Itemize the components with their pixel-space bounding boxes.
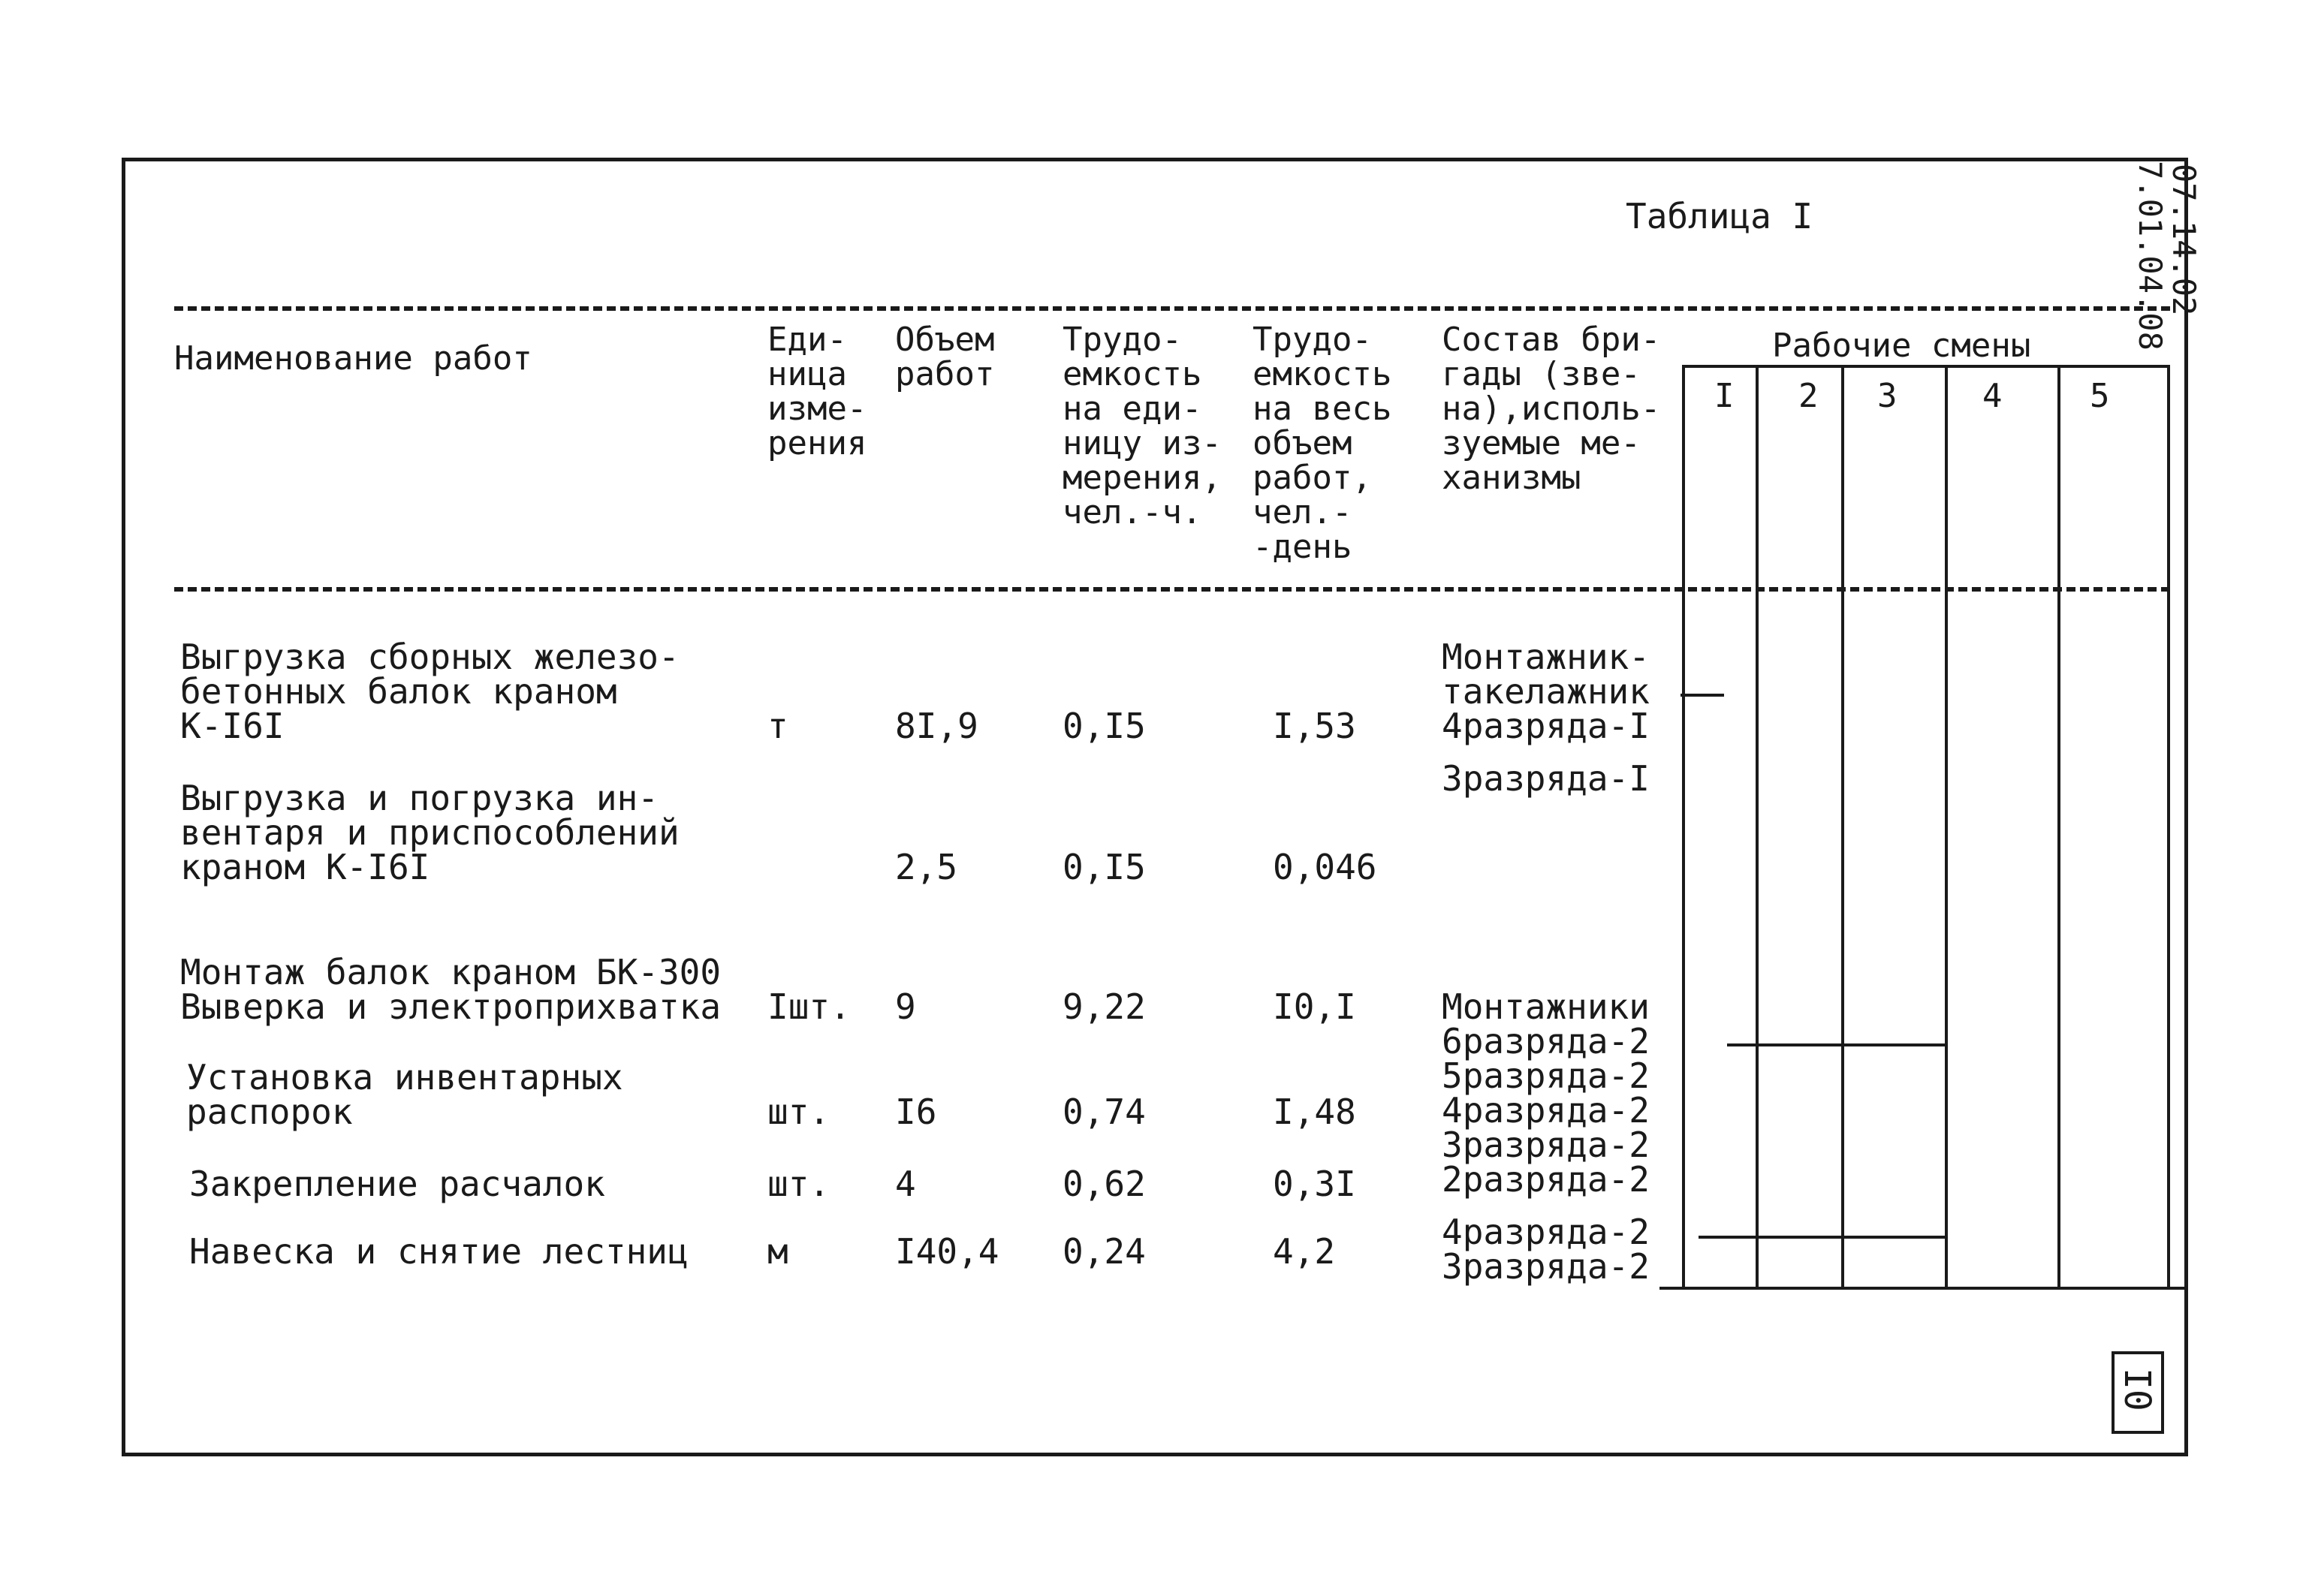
doc-code-1: 07.14.02 <box>2166 164 2202 316</box>
header-shifts-title: Рабочие смены <box>1772 327 2031 365</box>
cell-volume: I6 <box>895 1092 937 1132</box>
shift-grid-line-2 <box>1841 365 1844 1288</box>
cell-unit: шт. <box>767 1164 830 1204</box>
shift-grid-line-3 <box>1945 365 1948 1288</box>
cell-unit: м <box>767 1231 788 1272</box>
cell-volume: I40,4 <box>895 1231 999 1272</box>
cell-labor-total: I0,I <box>1273 986 1356 1027</box>
cell-labor-total: I,48 <box>1273 1092 1356 1132</box>
cell-labor-total: 0,3I <box>1273 1164 1356 1204</box>
cell-volume: 9 <box>895 986 916 1027</box>
cell-volume: 8I,9 <box>895 706 978 746</box>
header-bottom-rule <box>174 587 2170 592</box>
shift-grid-bottom <box>1659 1287 2185 1290</box>
shift-grid-line-4 <box>2057 365 2060 1288</box>
cell-labor-unit: 0,62 <box>1063 1164 1146 1204</box>
shift-grid-line-5 <box>2167 365 2170 1288</box>
cell-unit: т <box>767 706 788 746</box>
shift-label-4: 4 <box>1982 377 2003 415</box>
cell-labor-total: I,53 <box>1273 706 1356 746</box>
cell-labor-total: 0,046 <box>1273 847 1377 887</box>
cell-labor-unit: 0,I5 <box>1063 847 1146 887</box>
cell-unit: Iшт. <box>767 986 851 1027</box>
schedule-bar-row-6 <box>1699 1236 1945 1239</box>
cell-labor-total: 4,2 <box>1273 1231 1336 1272</box>
schedule-bar-row-1 <box>1681 694 1724 697</box>
cell-volume: 4 <box>895 1164 916 1204</box>
header-top-rule <box>174 306 2170 311</box>
shift-grid-line-0 <box>1682 365 1685 1288</box>
schedule-bar-row-3 <box>1727 1043 1945 1046</box>
cell-volume: 2,5 <box>895 847 958 887</box>
shift-label-2: 2 <box>1798 377 1819 415</box>
header-name: Наименование работ <box>174 339 532 378</box>
shift-grid-line-1 <box>1756 365 1759 1288</box>
shift-label-1: I <box>1714 377 1735 415</box>
page-number: I0 <box>2116 1368 2158 1411</box>
cell-labor-unit: 9,22 <box>1063 986 1146 1027</box>
doc-code-2: 7.01.04.08 <box>2132 161 2169 351</box>
cell-labor-unit: 0,74 <box>1063 1092 1146 1132</box>
table-title: Таблица I <box>1626 196 1813 236</box>
cell-labor-unit: 0,24 <box>1063 1231 1146 1272</box>
cell-labor-unit: 0,I5 <box>1063 706 1146 746</box>
cell-unit: шт. <box>767 1092 830 1132</box>
shift-label-3: 3 <box>1877 377 1898 415</box>
shift-label-5: 5 <box>2090 377 2110 415</box>
